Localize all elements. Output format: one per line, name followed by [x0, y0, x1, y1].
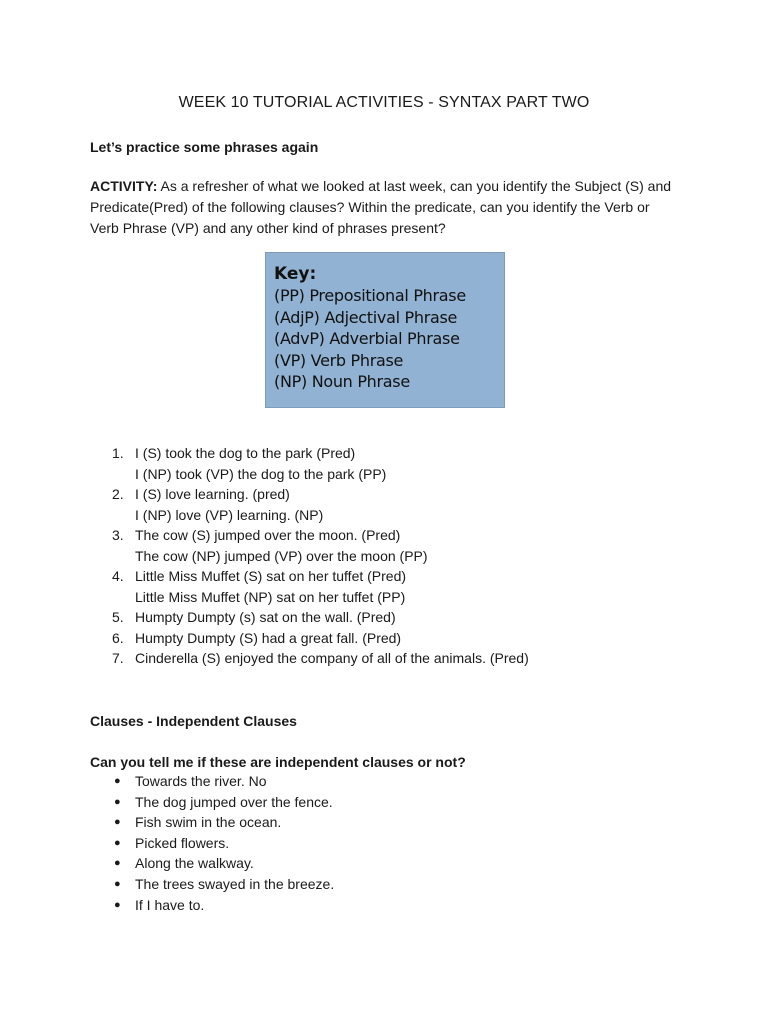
- clause-text: Towards the river. No: [135, 773, 267, 789]
- phrase-text: Humpty Dumpty (S) had a great fall. (Pred): [135, 629, 402, 646]
- phrase-text: The cow (S) jumped over the moon. (Pred): [135, 527, 401, 543]
- list-item: [90, 874, 334, 895]
- list-number: 6.: [112, 629, 124, 646]
- list-number: 4.: [112, 568, 124, 584]
- clause-text: If I have to.: [135, 896, 205, 913]
- phrase-text: I (S) took the dog to the park (Pred): [135, 445, 356, 461]
- list-item: [90, 853, 334, 874]
- bullet-icon: ●: [114, 816, 121, 829]
- list-item: [90, 566, 529, 607]
- phrase-list: [90, 443, 529, 669]
- clauses-question: Can you tell me if these are independent clauses or not?: [90, 754, 466, 770]
- list-item: [90, 607, 529, 628]
- list-item: [90, 771, 334, 792]
- list-number: 2.: [112, 486, 124, 502]
- phrase-analysis: I (NP) love (VP) learning. (NP): [135, 506, 324, 523]
- activity-label: ACTIVITY:: [90, 178, 158, 194]
- bullet-icon: ●: [114, 795, 121, 808]
- phrase-text: Cinderella (S) enjoyed the company of all of the animals. (Pred): [135, 650, 529, 666]
- list-item: [90, 443, 529, 484]
- list-number: 3.: [112, 527, 124, 543]
- clause-text: The trees swayed in the breeze.: [135, 875, 335, 892]
- list-number: 5.: [112, 609, 124, 625]
- bullet-icon: ●: [114, 857, 121, 870]
- page-title: WEEK 10 TUTORIAL ACTIVITIES - SYNTAX PART TWO: [178, 94, 590, 111]
- clause-list: [90, 771, 334, 915]
- section-heading-clauses: Clauses - Independent Clauses: [90, 713, 297, 729]
- list-item: [90, 648, 529, 669]
- key-box: [265, 252, 505, 408]
- key-line-vp: (VP) Verb Phrase: [274, 350, 404, 370]
- clause-text: Along the walkway.: [135, 855, 254, 872]
- clause-text: The dog jumped over the fence.: [135, 793, 333, 810]
- list-item: [90, 792, 334, 813]
- activity-text: As a refresher of what we looked at last week, can you identify the Subject (S) and Predicate(Pred) of the following clauses? Within the predicate, can you identify the Verb or Verb Phrase (VP) and any other kind of phrases present?: [90, 178, 672, 236]
- list-number: 1.: [112, 445, 124, 461]
- bullet-icon: ●: [114, 836, 121, 849]
- list-item: [90, 833, 334, 854]
- key-title: Key:: [274, 264, 317, 284]
- key-line-advp: (AdvP) Adverbial Phrase: [274, 329, 460, 348]
- phrase-analysis: The cow (NP) jumped (VP) over the moon (PP): [135, 547, 428, 564]
- section-heading-phrases: Let’s practice some phrases again: [90, 139, 319, 155]
- list-item: [90, 525, 529, 566]
- bullet-icon: ●: [114, 775, 121, 787]
- clause-text: Picked flowers.: [135, 834, 230, 851]
- key-line-adjp: (AdjP) Adjectival Phrase: [274, 307, 458, 327]
- key-line-np: (NP) Noun Phrase: [274, 372, 410, 391]
- list-item: [90, 484, 529, 525]
- phrase-text: Humpty Dumpty (s) sat on the wall. (Pred): [135, 609, 396, 625]
- list-item: [90, 895, 334, 916]
- activity-paragraph: [90, 176, 680, 239]
- phrase-analysis: Little Miss Muffet (NP) sat on her tuffet (PP): [135, 588, 406, 605]
- list-number: 7.: [112, 650, 124, 666]
- phrase-text: Little Miss Muffet (S) sat on her tuffet (Pred): [135, 568, 407, 584]
- phrase-analysis: I (NP) took (VP) the dog to the park (PP): [135, 465, 387, 482]
- phrase-text: I (S) love learning. (pred): [135, 486, 290, 502]
- bullet-icon: ●: [114, 898, 121, 911]
- list-item: [90, 812, 334, 833]
- list-item: [90, 628, 529, 649]
- key-line-pp: (PP) Prepositional Phrase: [274, 286, 466, 305]
- bullet-icon: ●: [114, 877, 121, 890]
- clause-text: Fish swim in the ocean.: [135, 814, 282, 831]
